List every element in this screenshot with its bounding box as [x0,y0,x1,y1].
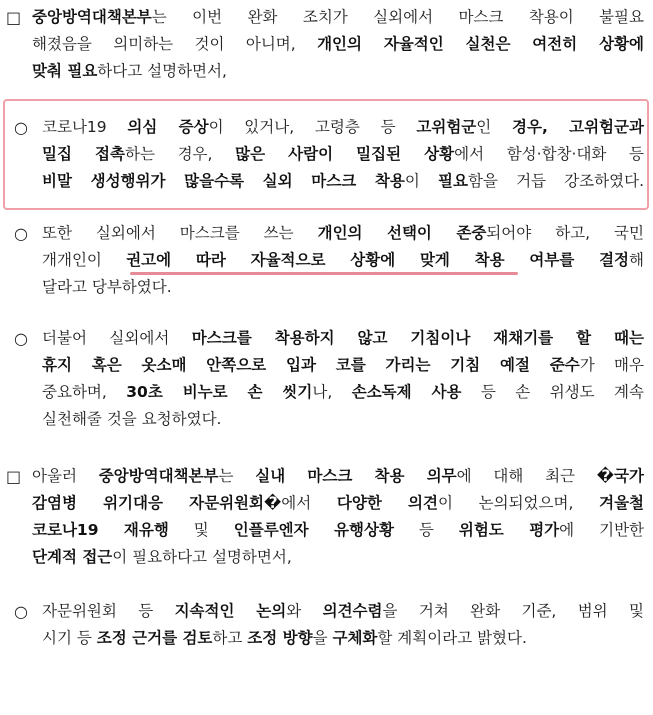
paragraph-1-line-1 [32,4,644,31]
text-run: 경우, 고위험군과 [512,118,644,136]
paragraph-5-line-3 [32,517,644,544]
text-run: 는 이번 완화 조치가 실외에서 마스크 착용이 불필요 [151,8,644,26]
paragraph-1 [32,4,644,85]
text-run: 개인의 자율적인 실천은 여전히 상황에 [317,35,644,53]
text-run: 개인의 선택이 존중 [317,224,487,242]
text-run: 실내 마스크 착용 의무 [255,467,457,485]
text-run: 이 [404,172,438,190]
text-run: 조정 방향 [247,629,313,647]
square-bullet-icon: □ [6,8,22,27]
text-run: 이 논의되었으며, [437,494,600,512]
text-run: 에서 [281,494,337,512]
text-run: 시기 등 [42,629,97,647]
text-run: 의견수렴 [322,602,383,620]
text-run: 되어야 하고, 국민 [486,224,644,242]
paragraph-6-line-1 [42,598,644,625]
paragraph-1-line-2 [32,31,644,58]
text-run: 이 있거나, 고령층 등 [208,118,417,136]
paragraph-2-line-2 [42,141,644,168]
circle-bullet-icon: ○ [14,118,28,137]
circle-bullet-icon: ○ [14,602,28,621]
text-run: 자문위원회 등 [42,602,175,620]
paragraph-4-line-2 [42,352,644,379]
text-run: 하고 [212,629,248,647]
text-run: 등 손 위생도 계속 [461,383,644,401]
text-run: 와 [286,602,323,620]
text-run: 할 계획이라고 밝혔다. [377,629,527,647]
text-run: 중앙방역대책본부 [32,8,152,26]
text-run: 단계적 접근 [32,548,113,566]
text-run: 또한 실외에서 마스크를 쓰는 [42,224,318,242]
text-run: 마스크를 착용하지 않고 기침이나 재채기를 할 때는 [191,329,644,347]
text-run: 및 [168,521,234,539]
text-run: 권고에 따라 자율적으로 상황에 맞게 착용 여부를 결정 [126,251,630,269]
text-run: 나, [312,383,352,401]
paragraph-5-line-4 [32,544,644,571]
text-run: 많은 사람이 밀집된 상황 [235,145,455,163]
text-run: �국가 [596,467,644,485]
text-run: 30초 비누로 손 씻기 [126,383,313,401]
paragraph-6 [42,598,644,652]
text-run: 아울러 [32,467,99,485]
paragraph-2-line-3 [42,168,644,195]
text-run: 이 필요하다고 설명하면서, [112,548,292,566]
paragraph-5-line-2 [32,490,644,517]
text-run: 하는 경우, [125,145,236,163]
paragraph-4-line-4 [42,406,644,433]
text-run: 고위험군 [416,118,477,136]
text-run: 에 기반한 [559,521,644,539]
paragraph-3 [42,220,644,301]
text-run: 가 매우 [579,356,644,374]
text-run: 중요하며, [42,383,127,401]
text-run: 비말 생성행위가 많을수록 실외 마스크 착용 [42,172,405,190]
text-run: 다양한 의견 [336,494,438,512]
text-run: 조정 근거를 검토 [96,629,213,647]
text-run: 에 대해 최근 [456,467,597,485]
text-run: 하다고 설명하면서, [97,62,227,80]
square-bullet-icon: □ [6,467,22,486]
text-run: 등 [393,521,459,539]
text-run: 에서 함성·합창·대화 등 [454,145,644,163]
text-run: 함을 거듭 강조하였다. [467,172,644,190]
text-run: 을 [312,629,333,647]
text-run: 실천해줄 것을 요청하였다. [42,410,222,428]
circle-bullet-icon: ○ [14,329,28,348]
paragraph-6-line-2 [42,625,644,652]
circle-bullet-icon: ○ [14,224,28,243]
paragraph-5-line-1 [32,463,644,490]
text-run: 감염병 위기대응 자문위원회� [32,494,282,512]
text-run: 맞춰 필요 [32,62,98,80]
text-run: 는 [218,467,256,485]
paragraph-3-line-1 [42,220,644,247]
text-run: 인 [476,118,513,136]
paragraph-3-line-3 [42,274,644,301]
text-run: 필요 [437,172,468,190]
text-run: 밀집 접촉 [42,145,125,163]
text-run: 달라고 당부하였다. [42,278,172,296]
text-run: 위험도 평가 [458,521,560,539]
text-run: 손소독제 사용 [351,383,462,401]
text-run: 더불어 실외에서 [42,329,192,347]
paragraph-3-line-2 [42,247,644,274]
text-run: 개개인이 [42,251,127,269]
paragraph-5 [32,463,644,571]
text-run: 해졌음을 의미하는 것이 아니며, [32,35,318,53]
text-run: 구체화 [332,629,378,647]
paragraph-4-line-1 [42,325,644,352]
text-run: 해 [629,251,644,269]
text-run: 지속적인 논의 [174,602,287,620]
text-run: 코로나19 [42,118,128,136]
text-run: 인플루엔자 유행상황 [233,521,394,539]
text-run: 을 거쳐 완화 기준, 범위 및 [382,602,644,620]
paragraph-4-line-3 [42,379,644,406]
text-run: 휴지 혹은 옷소매 안쪽으로 입과 코를 가리는 기침 예절 준수 [42,356,580,374]
emphasis-underline [130,272,518,275]
paragraph-1-line-3 [32,58,644,85]
paragraph-2-line-1 [42,114,644,141]
text-run: 의심 증상 [127,118,209,136]
paragraph-2 [42,114,644,195]
text-run: 중앙방역대책본부 [98,467,219,485]
paragraph-4 [42,325,644,433]
text-run: 겨울철 [599,494,644,512]
text-run: 코로나19 재유행 [32,521,169,539]
